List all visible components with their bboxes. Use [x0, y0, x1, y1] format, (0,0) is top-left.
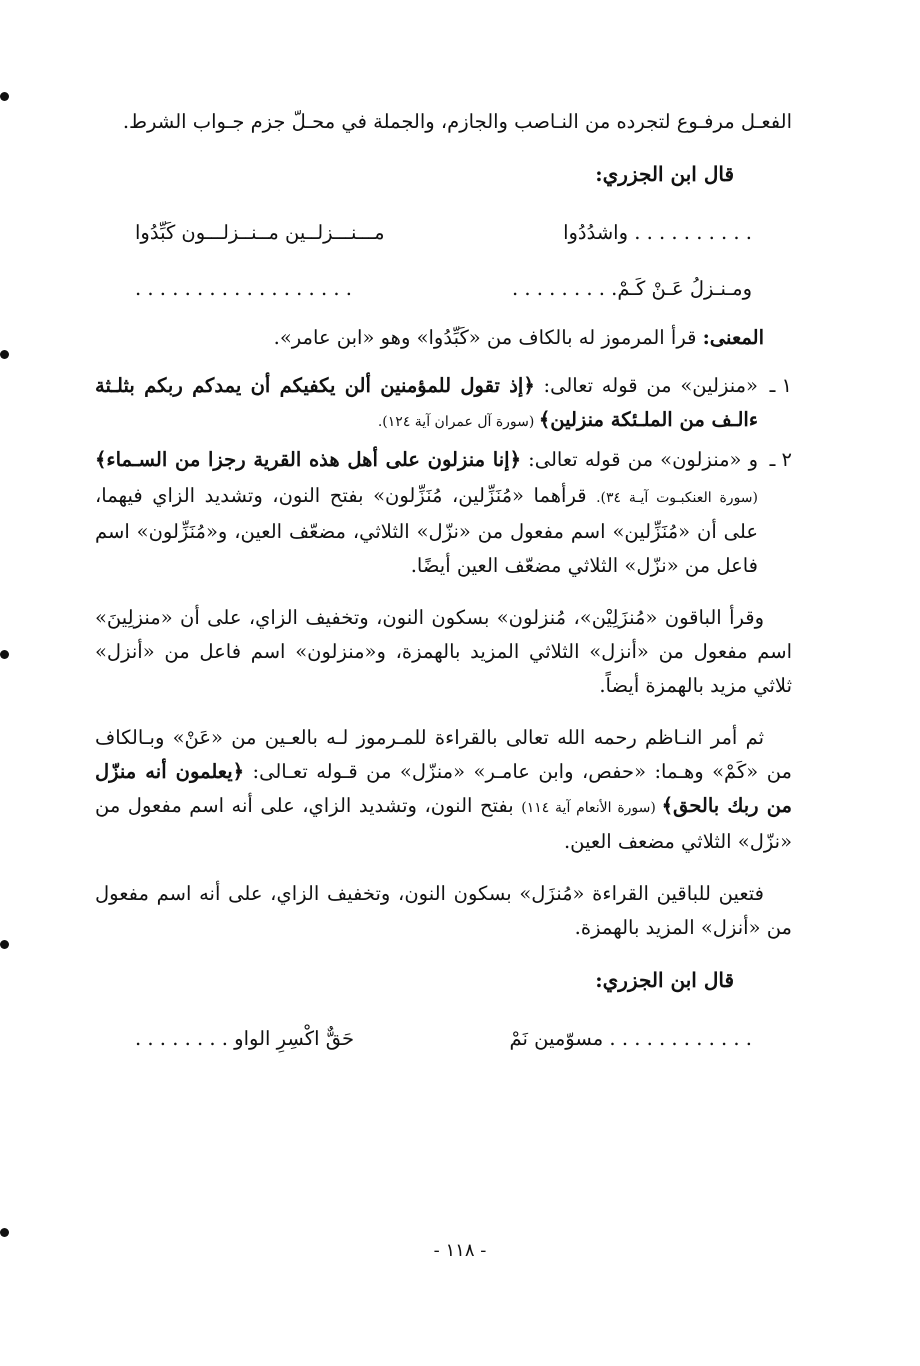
- meaning-label: المعنى:: [702, 326, 764, 349]
- verse-first-hemistich: ‏. . . . . . . . . . واشدُدُوا: [563, 221, 752, 244]
- paragraph-order: [95, 721, 792, 859]
- section-heading: قال ابن الجزري:: [595, 162, 734, 186]
- margin-mark: [0, 1228, 9, 1237]
- paragraph-remaining: فتعين للباقين القراءة «مُنزَل» بسكون النون، وتخفيف الزاي، على أنه اسم مفعول من «أنزل» المزيد بالهمزة.: [95, 882, 792, 939]
- item-lead: و «منزلون» من قوله تعالى:: [521, 448, 758, 471]
- numbered-item: [95, 443, 792, 583]
- margin-mark: [0, 940, 9, 949]
- verse-second-hemistich: . . . . . . . . . . . . . . . . . .: [135, 277, 352, 300]
- item-text: [95, 369, 758, 439]
- quran-reference: (سورة العنكبـوت آيـة ٣٤).: [596, 490, 758, 506]
- quran-quote: ﴿يعلمون أنه منزّل من ربك بالحق﴾: [95, 760, 792, 817]
- verse-line: [95, 207, 792, 259]
- item-lead: «منزلين» من قوله تعالى:: [534, 374, 758, 397]
- meaning-paragraph: [95, 321, 792, 355]
- verse-line: [95, 263, 792, 315]
- meaning-text: قرأ المرموز له بالكاف من «كَبِّدُوا» وهو «ابن عامر».: [273, 326, 703, 349]
- verse-second-hemistich: حَقٌّ اكْسِرِ الواو . . . . . . . .: [135, 1027, 355, 1050]
- quran-reference: (سورة الأنعام آية ١١٤): [521, 800, 662, 816]
- item-text: [95, 443, 758, 583]
- paragraph-others: وقرأ الباقون «مُنزَلِيْن»، مُنزلون» بسكون النون، وتخفيف الزاي، على أن «منزلِينَ» اسم مفعول من «أنزل» الثلاثي المزيد بالهمزة، و«منزلون» اسم فاعل من «أنزل» ثلاثي مزيد بالهمزة أيضاً.: [95, 606, 792, 697]
- verse-first-hemistich: ‏. . . . . . . . . . . . مسوّمين نَمْ: [509, 1027, 752, 1050]
- quran-quote: ﴿إذ تقول للمؤمنين ألن يكفيكم أن يمدكم ربكم بثلـثة ءالـف من الملـئكة منزلين﴾: [95, 374, 758, 431]
- para-text: بفتح النون، وتشديد الزاي، على أنه اسم مفعول من «نزّل» الثلاثي مضعف العين.: [95, 794, 792, 853]
- verse-line: [95, 1013, 792, 1065]
- section-heading: قال ابن الجزري:: [595, 968, 734, 992]
- item-explanation: قرأهما «مُنَزِّلين، مُنَزِّلون» بفتح النون، وتشديد الزاي فيهما، على أن «مُنَزِّلين» اسم مفعول من «نزّل» الثلاثي، مضعّف العين، و«مُنَزِّلون» اسم فاعل من «نزّل» الثلاثي مضعّف العين أيضًا.: [95, 484, 758, 577]
- numbered-item: [95, 369, 792, 439]
- quran-reference: (سورة آل عمران آية ١٢٤).: [377, 414, 539, 430]
- margin-mark: [0, 650, 9, 659]
- margin-mark: [0, 350, 9, 359]
- page-number: - ١١٨ -: [433, 1240, 487, 1261]
- para-text: ثم أمر النـاظم رحمه الله تعالى بالقراءة للمـرموز لـه بالعـين من «عَنْ» وبـالكاف من «كَمْ» وهـما: «حفص، وابن عامـر» «منزّل» من قـوله تعـالى:: [95, 726, 792, 783]
- margin-mark: [0, 92, 9, 101]
- paragraph-intro: الفعـل مرفـوع لتجرده من النـاصب والجازم، والجملة في محـلّ جزم جـواب الشرط.: [122, 110, 792, 133]
- item-number: ٢ ـ: [769, 448, 792, 471]
- item-number: ١ ـ: [769, 374, 792, 397]
- verse-second-hemistich: مـــنـــزلــين مــنــزلـــون كَبِّدُوا: [135, 221, 385, 244]
- quran-quote: ﴿إنا منزلون على أهل هذه القرية رجزا من السـماء﴾: [95, 448, 522, 471]
- verse-first-hemistich: ومـنـزلُ عَـنْ كَـمْ. . . . . . . . .: [511, 277, 752, 300]
- page-body: [95, 105, 792, 1069]
